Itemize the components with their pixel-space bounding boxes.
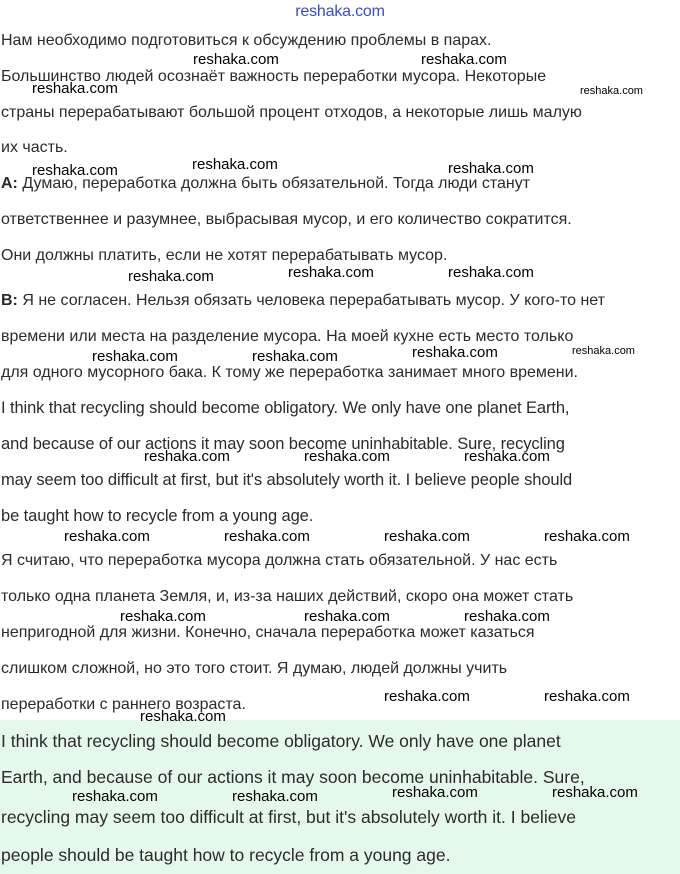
watermark: reshaka.com — [120, 608, 206, 625]
dialogue-line: ответственнее и разумнее, выбрасывая мусор, и его количество сократится. — [1, 211, 572, 228]
watermark: reshaka.com — [288, 264, 374, 281]
watermark: reshaka.com — [304, 608, 390, 625]
watermark: reshaka.com — [464, 608, 550, 625]
english-opinion-line: I think that recycling should become obligatory. We only have one planet Earth, — [1, 399, 570, 417]
watermark: reshaka.com — [72, 788, 158, 805]
watermark: reshaka.com — [384, 528, 470, 545]
watermark: reshaka.com — [32, 162, 118, 179]
dialogue-line-b — [1, 291, 605, 311]
watermark: reshaka.com — [304, 448, 390, 465]
watermark: reshaka.com — [92, 348, 178, 365]
task-line: их часть. — [1, 139, 68, 156]
watermark: reshaka.com — [552, 784, 638, 801]
russian-opinion-line: непригодной для жизни. Конечно, сначала переработка может казаться — [1, 624, 535, 641]
answer-line: I think that recycling should become obligatory. We only have one planet — [1, 731, 561, 751]
dialogue-line: Они должны платить, если не хотят перерабатывать мусор. — [1, 247, 448, 264]
watermark: reshaka.com — [448, 264, 534, 281]
answer-line: people should be taught how to recycle from a young age. — [1, 845, 451, 865]
watermark: reshaka.com — [421, 51, 507, 68]
dialogue-text: Думаю, переработка должна быть обязательной. Тогда люди станут — [17, 175, 531, 192]
russian-opinion-line: только одна планета Земля, и, из-за наших действий, скоро она может стать — [1, 588, 574, 605]
watermark: reshaka.com — [572, 345, 635, 357]
watermark: reshaka.com — [544, 688, 630, 705]
watermark: reshaka.com — [232, 788, 318, 805]
watermark: reshaka.com — [144, 448, 230, 465]
watermark: reshaka.com — [448, 160, 534, 177]
watermark: reshaka.com — [412, 344, 498, 361]
dialogue-line: времени или места на разделение мусора. На моей кухне есть место только — [1, 328, 574, 345]
watermark: reshaka.com — [192, 156, 278, 173]
answer-line: recycling may seem too difficult at first, but it's absolutely worth it. I believe — [1, 807, 576, 827]
watermark: reshaka.com — [580, 85, 643, 97]
watermark: reshaka.com — [224, 528, 310, 545]
answer-line: Earth, and because of our actions it may soon become uninhabitable. Sure, — [1, 767, 585, 787]
russian-opinion-line: переработки с раннего возраста. — [1, 696, 246, 713]
watermark: reshaka.com — [464, 448, 550, 465]
watermark: reshaka.com — [32, 80, 118, 97]
watermark: reshaka.com — [392, 784, 478, 801]
speaker-a-label: A: — [1, 175, 18, 192]
english-opinion-line: and because of our actions it may soon become uninhabitable. Sure, recycling — [1, 435, 565, 453]
task-line: страны перерабатывают большой процент отходов, а некоторые лишь малую — [1, 104, 582, 121]
watermark: reshaka.com — [252, 348, 338, 365]
watermark: reshaka.com — [140, 708, 226, 725]
english-opinion-line: may seem too difficult at first, but it's absolutely worth it. I believe people should — [1, 471, 573, 489]
watermark: reshaka.com — [544, 528, 630, 545]
dialogue-line: для одного мусорного бака. К тому же переработка занимает много времени. — [1, 364, 578, 381]
english-opinion-line: be taught how to recycle from a young age. — [1, 507, 314, 525]
russian-opinion-line: Я считаю, что переработка мусора должна стать обязательной. У нас есть — [1, 552, 558, 569]
task-line: Нам необходимо подготовиться к обсуждению проблемы в парах. — [1, 32, 492, 49]
watermark: reshaka.com — [128, 268, 214, 285]
dialogue-text: Я не согласен. Нельзя обязать человека перерабатывать мусор. У кого-то нет — [17, 292, 605, 309]
site-header — [0, 0, 680, 24]
russian-opinion-line: слишком сложной, но это того стоит. Я думаю, людей должны учить — [1, 660, 508, 677]
watermark: reshaka.com — [64, 528, 150, 545]
task-line: Большинство людей осознаёт важность переработки мусора. Некоторые — [1, 68, 547, 85]
watermark: reshaka.com — [193, 51, 279, 68]
watermark: reshaka.com — [384, 688, 470, 705]
speaker-b-label: B: — [1, 292, 18, 309]
site-link[interactable]: reshaka.com — [295, 3, 385, 20]
